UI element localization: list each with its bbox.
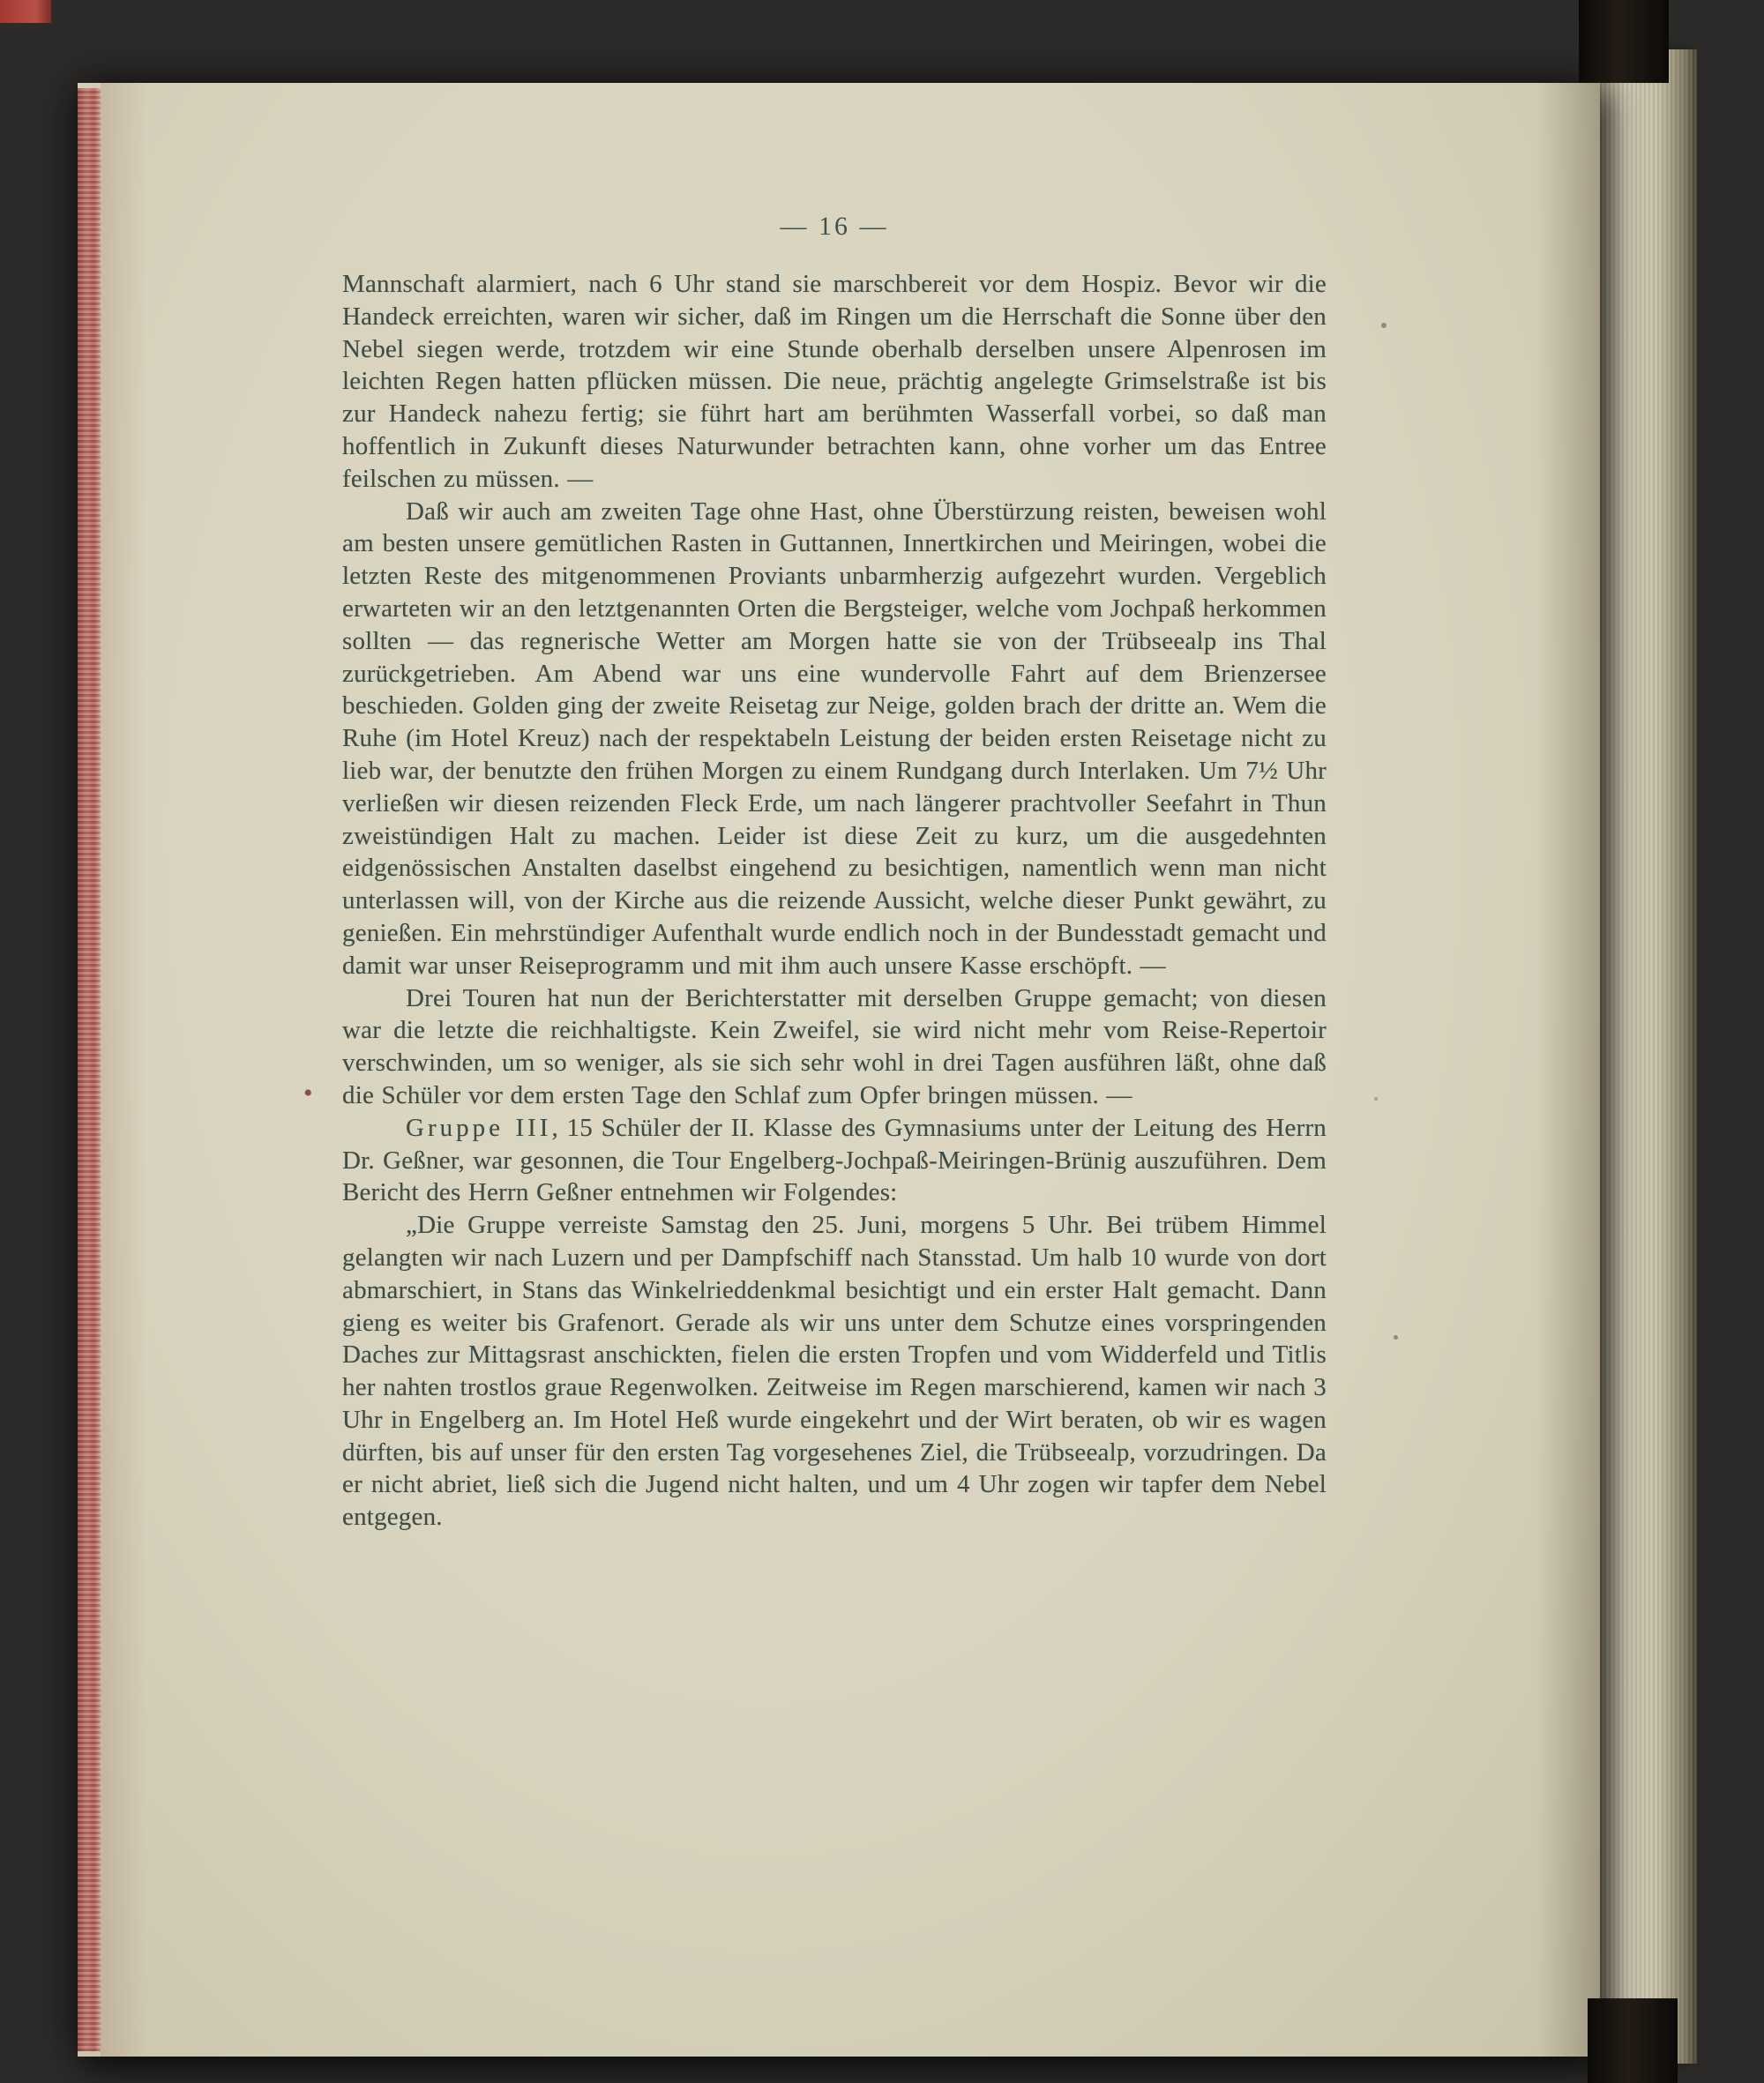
- red-corner-fragment: [0, 0, 51, 23]
- paper-speck: [1381, 323, 1387, 328]
- paper-speck: [1394, 1335, 1398, 1340]
- bookmark-ribbon-top: [1579, 0, 1669, 83]
- paragraph: [342, 1112, 1327, 1209]
- paper-speck: [1374, 1097, 1378, 1101]
- margin-dot-mark: •: [303, 1079, 313, 1108]
- paragraph: „Die Gruppe verreiste Samstag den 25. Juni, morgens 5 Uhr. Bei trübem Himmel gelangten wir nach Luzern und per Dampfschiff nach Stansstad. Um halb 10 wurde von dort abmarschiert, in Stans das Winkelrieddenkmal besichtigt und ein erster Halt gemacht. Dann gieng es weiter bis Grafenort. Gerade als wir uns unter dem Schutze eines vorspringenden Daches zur Mittagsrast anschickten, fielen die ersten Tropfen und vom Widderfeld und Titlis her nahten trostlos graue Regenwolken. Zeitweise im Regen marschierend, kamen wir nach 3 Uhr in Engelberg an. Im Hotel Heß wurde eingekehrt und der Wirt beraten, ob wir es wagen dürften, bis auf unser für den ersten Tag vorgesehenes Ziel, die Trübseealp, vorzudringen. Da er nicht abriet, ließ sich die Jugend nicht halten, und um 4 Uhr zogen wir tapfer dem Nebel entgegen.: [342, 1211, 1327, 1532]
- paragraph: Drei Touren hat nun der Berichterstatter mit derselben Gruppe gemacht; von diesen war die letzte die reichhaltigste. Kein Zweifel, sie wird nicht mehr vom Reise-Repertoir verschwinden, um so weniger, als sie sich sehr wohl in drei Tagen ausführen läßt, ohne daß die Schüler vor dem ersten Tage den Schlaf zum Opfer bringen müssen. —: [342, 983, 1327, 1109]
- book-page: [78, 83, 1600, 2057]
- adjacent-page-edges: [1600, 49, 1697, 2064]
- paragraph: Mannschaft alarmiert, nach 6 Uhr stand sie marschbereit vor dem Hospiz. Bevor wir die Handeck erreichten, waren wir sicher, daß im Ringen um die Herrschaft die Sonne über den Nebel siegen werde, trotzdem wir eine Stunde oberhalb derselben unsere Alpenrosen im leichten Regen hatten pflücken müssen. Die neue, prächtig angelegte Grimselstraße ist bis zur Handeck nahezu fertig; sie führt hart am berühmten Wasserfall vorbei, so daß man hoffentlich in Zukunft dieses Naturwunder betrachten kann, ohne vorher um das Entree feilschen zu müssen. —: [342, 270, 1327, 493]
- red-fore-edge: [78, 88, 101, 2051]
- page-number: — 16 —: [780, 212, 889, 241]
- page-text: [342, 268, 1327, 1534]
- paragraph: Daß wir auch am zweiten Tage ohne Hast, ohne Überstürzung reisten, beweisen wohl am besten unsere gemütlichen Rasten in Guttannen, Innertkirchen und Meiringen, wobei die letzten Reste des mitgenommenen Proviants unbarmherzig aufgezehrt wurden. Vergeblich erwarteten wir an den letztgenannten Orten die Bergsteiger, welche vom Jochpaß herkommen sollten — das regnerische Wetter am Morgen hatte sie von der Trübseealp ins Thal zurückgetrieben. Am Abend war uns eine wundervolle Fahrt auf dem Brienzersee beschieden. Golden ging der zweite Reisetag zur Neige, golden brach der dritte an. Wem die Ruhe (im Hotel Kreuz) nach der respektabeln Leistung der beiden ersten Reisetage nicht zu lieb war, der benutzte den frühen Morgen zu einem Rundgang durch Interlaken. Um 7½ Uhr verließen wir diesen reizenden Fleck Erde, um nach längerer prachtvoller Seefahrt in Thun zweistündigen Halt zu machen. Leider ist diese Zeit zu kurz, um die ausgedehnten eidgenössischen Anstalten daselbst eingehend zu besichtigen, namentlich wenn man nicht unterlassen will, von der Kirche aus die reizende Aussicht, welche dieser Punkt gewährt, zu genießen. Ein mehrstündiger Aufenthalt wurde endlich noch in der Bundesstadt gemacht und damit war unser Reiseprogramm und mit ihm auch unsere Kasse erschöpft. —: [342, 496, 1327, 980]
- paragraph-rest: , 15 Schüler der II. Klasse des Gymnasiums unter der Leitung des Herrn Dr. Geßner, war gesonnen, die Tour Engelberg-Jochpaß-Meiringen-Brünig auszuführen. Dem Bericht des Herrn Geßner entnehmen wir Folgendes:: [342, 1113, 1327, 1207]
- paragraph-lead: Gruppe III: [406, 1113, 552, 1142]
- bookmark-ribbon-bottom: [1588, 1998, 1678, 2083]
